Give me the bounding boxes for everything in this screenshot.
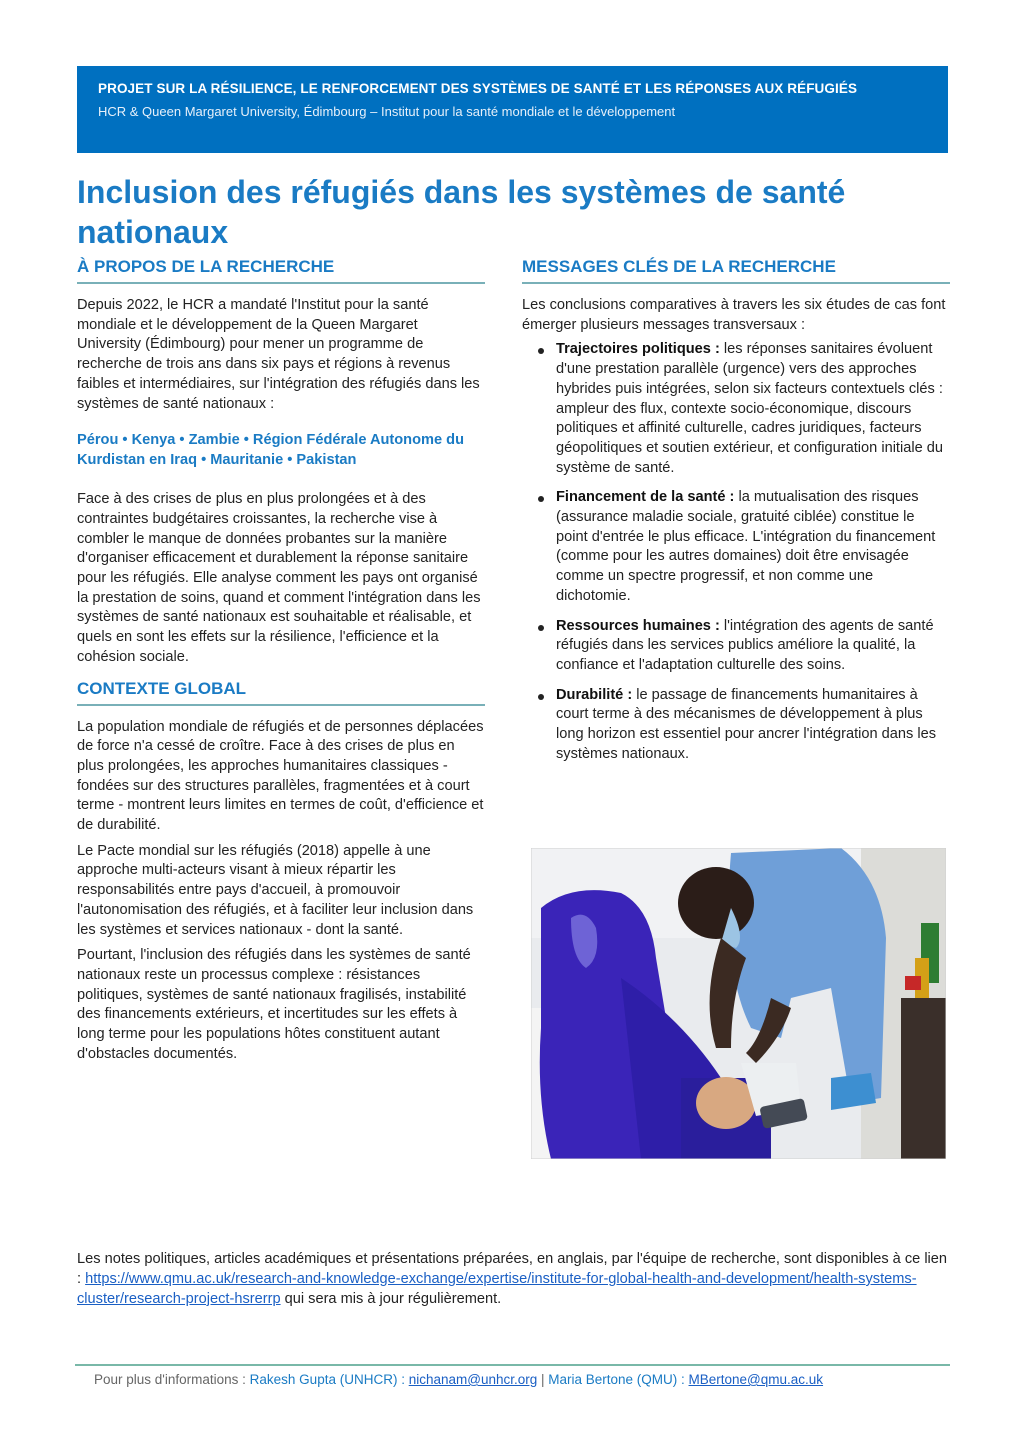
key-message-item: [538, 686, 950, 765]
contact-1-email-link[interactable]: nichanam@unhcr.org: [408, 1372, 538, 1387]
resources-note: [77, 1249, 952, 1309]
contact-1-name: Rakesh Gupta (UNHCR) :: [249, 1372, 409, 1387]
context-paragraph-2: Le Pacte mondial sur les réfugiés (2018) appelle à une approche multi-acteurs visant à mieux répartir les responsabilités entre pays d'accueil, à promouvoir l'autonomisation des réfugiés, et à faciliter leur inclusion dans les systèmes et services nationaux - dont la santé.: [77, 842, 474, 938]
left-column: [77, 256, 485, 1065]
key-message-text: l'intégration des agents de santé réfugiés dans les services publics améliore la qualité, la confiance et l'adaptation culturelle des soins.: [556, 617, 934, 673]
key-message-label: Ressources humaines :: [556, 617, 720, 634]
clinic-photo: [531, 848, 946, 1159]
section-heading-messages: MESSAGES CLÉS DE LA RECHERCHE: [522, 256, 950, 284]
key-message-text: le passage de financements humanitaires à court terme à des mécanismes de développement à plus long horizon est essentiel pour ancrer l'intégration dans les systèmes nationaux.: [556, 686, 937, 762]
banner-subtitle: HCR & Queen Margaret University, Édimbourg – Institut pour la santé mondiale et le développement: [98, 104, 676, 119]
key-message-label: Trajectoires politiques :: [556, 341, 720, 358]
document-title: Inclusion des réfugiés dans les systèmes de santé nationaux: [77, 174, 846, 250]
messages-intro: Les conclusions comparatives à travers les six études de cas font émerger plusieurs messages transversaux :: [522, 297, 946, 333]
key-message-label: Durabilité :: [556, 686, 633, 703]
contact-2-name: Maria Bertone (QMU) :: [548, 1372, 689, 1387]
resources-link[interactable]: https://www.qmu.ac.uk/research-and-knowledge-exchange/expertise/institute-for-global-health-and-development/health-systems-cluster/research-project-hsrerrp: [77, 1271, 917, 1307]
bullet-icon: [538, 625, 544, 631]
countries-list: Pérou • Kenya • Zambie • Région Fédérale Autonome du Kurdistan en Iraq • Mauritanie • Pakistan: [77, 432, 464, 469]
right-column: [522, 256, 950, 774]
project-banner: [77, 66, 948, 153]
section-heading-context: CONTEXTE GLOBAL: [77, 678, 485, 706]
banner-title: PROJET SUR LA RÉSILIENCE, LE RENFORCEMENT DES SYSTÈMES DE SANTÉ ET LES RÉPONSES AUX RÉFUGIÉS: [98, 81, 858, 96]
context-paragraph-1: La population mondiale de réfugiés et de personnes déplacées de force n'a cessé de croître. Face à des crises de plus en plus prolongées, les approches humanitaires classiques - fondées sur des structures parallèles, fragmentées et à court terme - montrent leurs limites en termes de coût, d'efficience et de durabilité.: [77, 718, 484, 834]
resources-note-end: qui sera mis à jour régulièrement.: [280, 1291, 502, 1307]
key-message-item: [538, 488, 950, 606]
bullet-icon: [538, 496, 544, 502]
bullet-icon: [538, 348, 544, 354]
key-message-text: la mutualisation des risques (assurance maladie sociale, gratuité ciblée) constitue le point d'entrée le plus efficace. L'intégration du financement (comme pour les autres domaines) doit être envisagée comme un spectre progressif, et non comme une dichotomie.: [556, 489, 936, 604]
bullet-icon: [538, 694, 544, 700]
key-message-text: les réponses sanitaires évoluent d'une prestation parallèle (urgence) vers des approches hybrides puis intégrées, selon six facteurs contextuels clés : ampleur des flux, contexte socio-économique, discours politiques et affinité culturelle, cadres juridiques, facteurs géopolitiques et soutien extérieur, et configuration initiale du système de santé.: [556, 341, 943, 476]
photo-illustration: [531, 848, 946, 1159]
contact-footer: [94, 1371, 823, 1389]
about-paragraph-2: Face à des crises de plus en plus prolongées et à des contraintes budgétaires croissantes, la recherche vise à combler le manque de données probantes sur la manière d'organiser efficacement et durablement la réponse sanitaire pour les réfugiés. Elle analyse comment les pays ont organisé la prestation de soins, quand et comment l'intégration dans les systèmes de santé nationaux est souhaitable et réalisable, et quels en sont les effets sur la résilience, l'efficience et la cohésion sociale.: [77, 491, 481, 665]
footer-divider: [75, 1364, 950, 1366]
section-heading-about: À PROPOS DE LA RECHERCHE: [77, 256, 485, 284]
context-paragraph-3: Pourtant, l'inclusion des réfugiés dans les systèmes de santé nationaux reste un processus complexe : résistances politiques, systèmes de santé nationaux fragilisés, instabilité des financements extérieurs, et incertitudes sur les effets à long terme pour les populations hôtes constituent autant d'obstacles documentés.: [77, 947, 471, 1062]
footer-prefix: Pour plus d'informations :: [94, 1372, 250, 1387]
key-message-label: Financement de la santé :: [556, 489, 735, 506]
footer-separator: |: [537, 1372, 549, 1387]
contact-2-email-link[interactable]: MBertone@qmu.ac.uk: [688, 1372, 824, 1387]
key-message-item: [538, 617, 950, 676]
key-messages-list: [522, 340, 950, 764]
resources-note-text: Les notes politiques, articles académiques et présentations préparées, en anglais, par l'équipe de recherche, sont disponibles à ce lien :: [77, 1251, 948, 1287]
key-message-item: [538, 340, 950, 478]
about-paragraph-1: Depuis 2022, le HCR a mandaté l'Institut pour la santé mondiale et le développement de la Queen Margaret University (Édimbourg) pour mener un programme de recherche de trois ans dans six pays et régions à revenus faibles et intermédiaires, sur l'intégration des réfugiés dans les systèmes de santé nationaux :: [77, 297, 480, 412]
